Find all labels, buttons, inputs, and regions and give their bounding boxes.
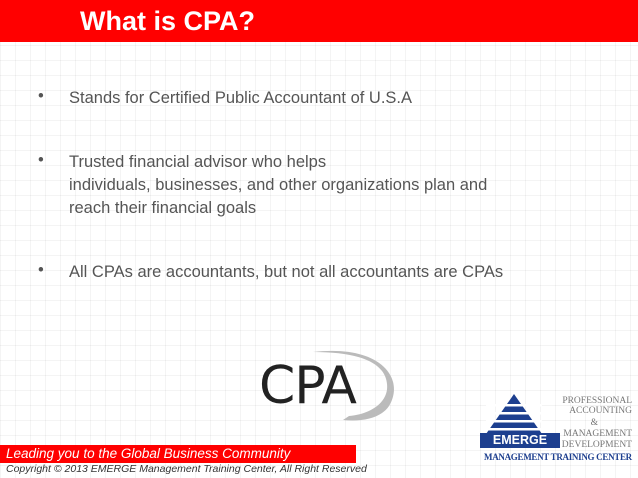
- program-text-line: &: [590, 418, 598, 428]
- bullet-text-line: reach their financial goals: [69, 199, 257, 217]
- program-text-line: DEVELOPMENT: [561, 440, 632, 450]
- footer-copyright: Copyright © 2013 EMERGE Management Training Center, All Right Reserved: [6, 463, 367, 475]
- slide-title: What is CPA?: [80, 6, 255, 36]
- bullet-text: [69, 151, 589, 220]
- bullet-text: Stands for Certified Public Accountant of U.S.A: [69, 89, 413, 107]
- program-text-line: PROFESSIONAL: [562, 396, 632, 406]
- bullet-marker: •: [38, 87, 44, 105]
- bullet-marker: •: [38, 151, 44, 169]
- bullet-text-line: Trusted financial advisor who helps: [69, 153, 327, 171]
- bullet-marker: •: [38, 261, 44, 279]
- emerge-subtitle: MANAGEMENT TRAINING CENTER: [484, 452, 632, 462]
- bullet-text-line: individuals, businesses, and other organizations plan and: [69, 176, 488, 194]
- emerge-wordmark: EMERGE: [480, 433, 560, 448]
- title-bar: [0, 0, 638, 42]
- program-text-line: ACCOUNTING: [569, 406, 632, 416]
- emerge-logo: [480, 390, 636, 474]
- cpa-logo: [253, 350, 401, 422]
- program-text-line: MANAGEMENT: [563, 429, 632, 439]
- footer-tagline: Leading you to the Global Business Community: [6, 446, 291, 461]
- cpa-logo-text: CPA: [259, 356, 356, 416]
- bullet-text: All CPAs are accountants, but not all accountants are CPAs: [69, 263, 504, 281]
- footer-bar: [0, 445, 356, 463]
